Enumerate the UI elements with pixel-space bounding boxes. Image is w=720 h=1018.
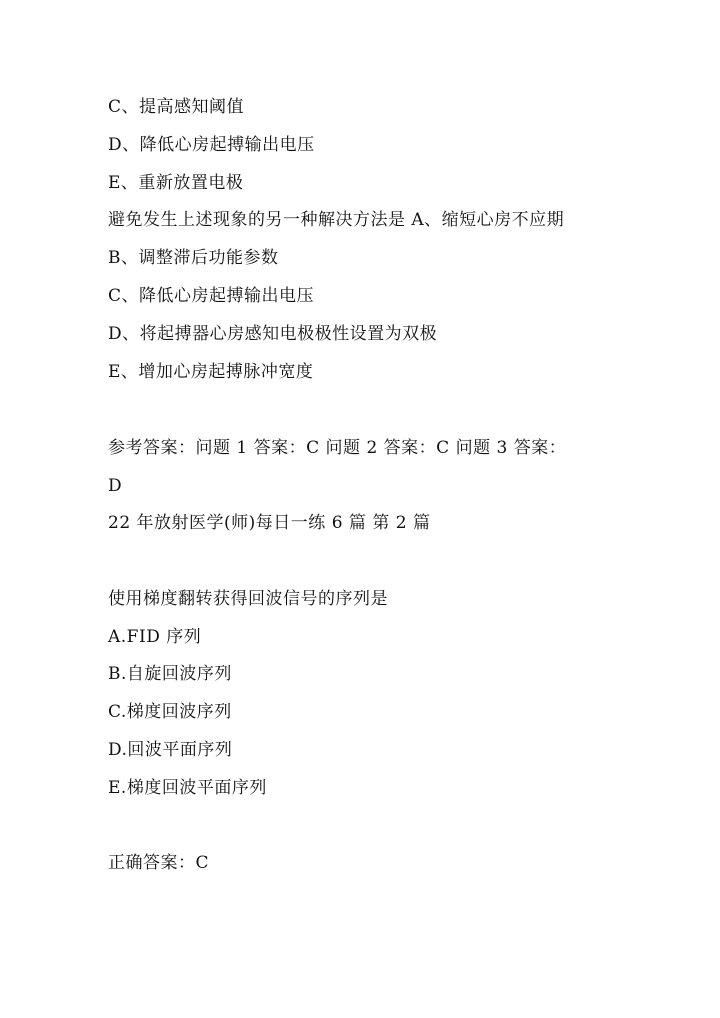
- option-b: B.自旋回波序列: [108, 664, 232, 684]
- option-e: E.梯度回波平面序列: [108, 778, 267, 798]
- option-a: A.FID 序列: [108, 627, 202, 647]
- reference-answer-continued: D: [108, 476, 123, 496]
- reference-answer: 参考答案：问题 1 答案：C 问题 2 答案：C 问题 3 答案：: [108, 438, 567, 458]
- option-c: C.梯度回波序列: [108, 702, 232, 722]
- option-d: D、将起搏器心房感知电极极性设置为双极: [108, 324, 438, 344]
- correct-answer: 正确答案：C: [108, 853, 210, 873]
- option-d: D.回波平面序列: [108, 740, 233, 760]
- option-d: D、降低心房起搏输出电压: [108, 135, 315, 155]
- option-b: B、调整滞后功能参数: [108, 248, 279, 268]
- option-c: C、提高感知阈值: [108, 97, 245, 117]
- option-e: E、重新放置电极: [108, 173, 244, 193]
- question-stem: 避免发生上述现象的另一种解决方法是 A、缩短心房不应期: [108, 210, 565, 230]
- option-e: E、增加心房起搏脉冲宽度: [108, 362, 314, 382]
- section-title: 22 年放射医学(师)每日一练 6 篇 第 2 篇: [108, 513, 431, 533]
- question-stem: 使用梯度翻转获得回波信号的序列是: [108, 589, 388, 609]
- option-c: C、降低心房起搏输出电压: [108, 286, 315, 306]
